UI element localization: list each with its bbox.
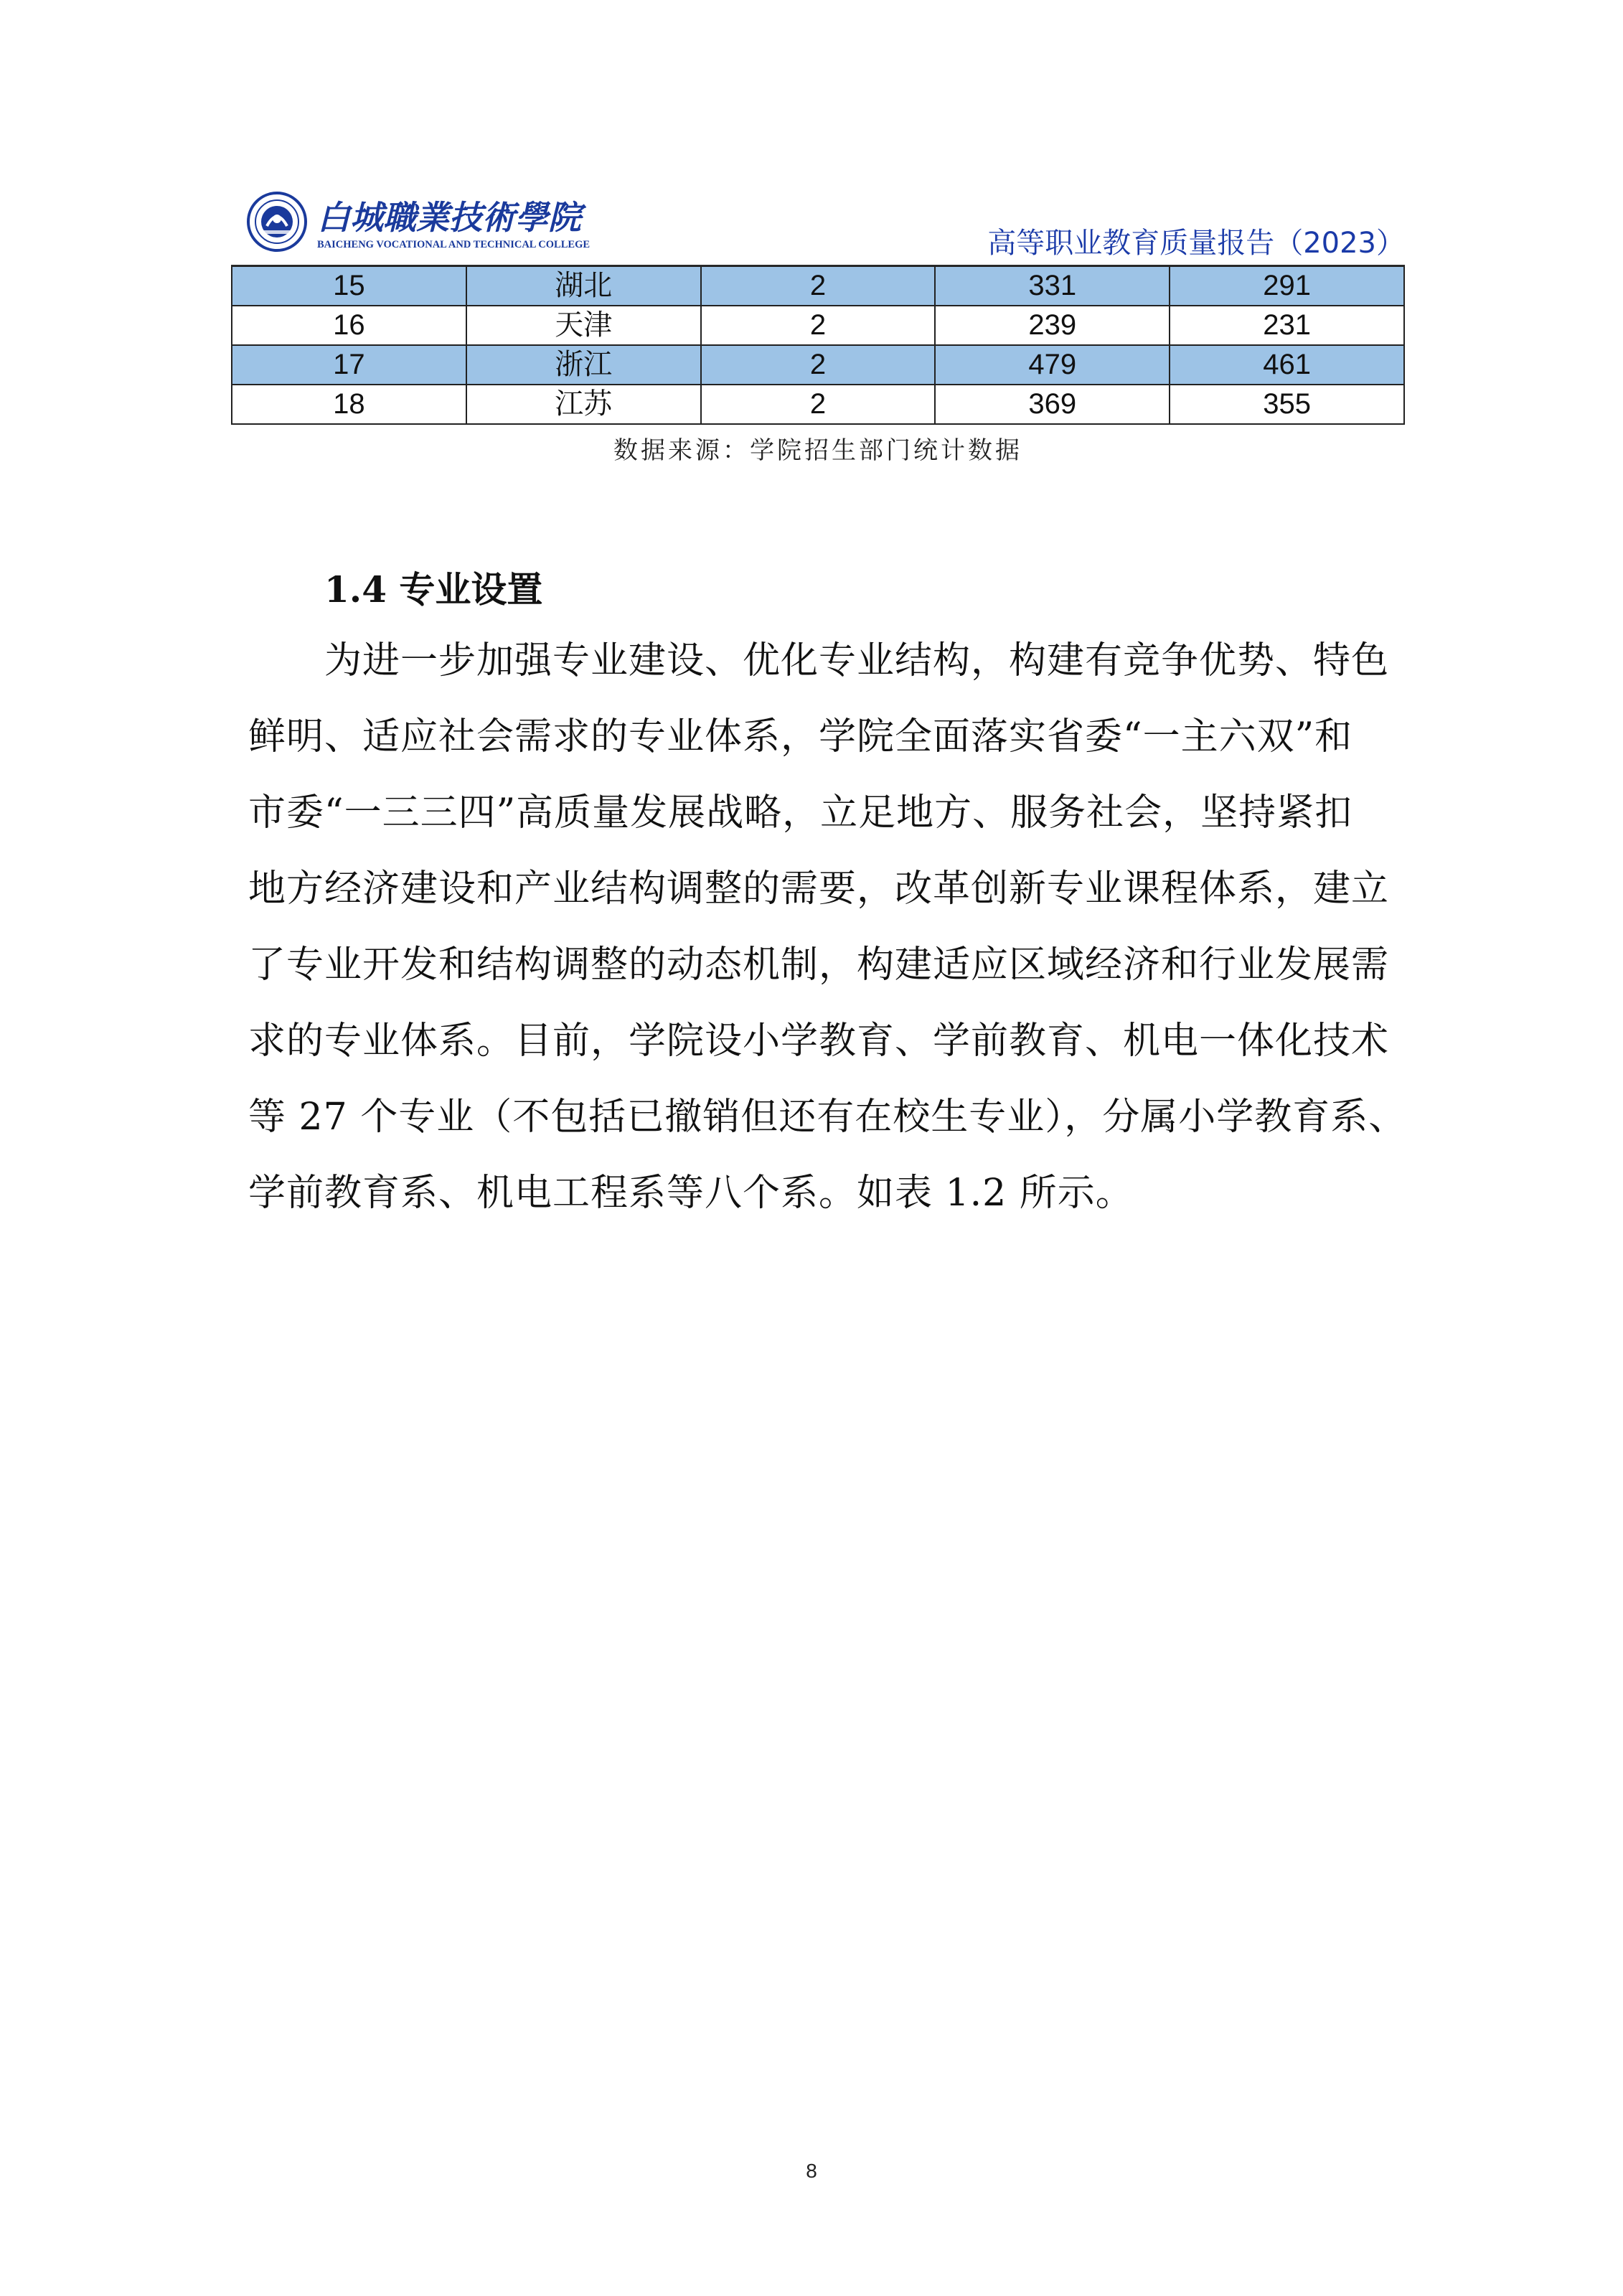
cell-value: 479: [935, 345, 1170, 385]
page-number: 8: [806, 2160, 817, 2182]
cell-number: 18: [232, 385, 466, 424]
cell-value: 291: [1170, 266, 1404, 306]
cell-value: 231: [1170, 306, 1404, 345]
table-source-note: 数据来源：学院招生部门统计数据: [613, 436, 1022, 465]
page-header: [231, 190, 1405, 265]
table-row: [232, 266, 1404, 306]
report-title: 高等职业教育质量报告（2023）: [987, 227, 1405, 260]
table-row: [232, 385, 1404, 424]
paragraph-line: 为进一步加强专业建设、优化专业结构，构建有竞争优势、特色: [324, 639, 1390, 682]
college-logo: [245, 190, 618, 255]
cell-province: 浙江: [466, 345, 701, 385]
cell-value: 355: [1170, 385, 1404, 424]
paragraph-line: 鲜明、适应社会需求的专业体系，学院全面落实省委“一主六双”和: [248, 715, 1353, 758]
cell-number: 16: [232, 306, 466, 345]
cell-value: 369: [935, 385, 1170, 424]
cell-province: 天津: [466, 306, 701, 345]
cell-count: 2: [701, 345, 936, 385]
cell-value: 461: [1170, 345, 1404, 385]
paragraph-line: 地方经济建设和产业结构调整的需要，改革创新专业课程体系，建立: [248, 867, 1390, 911]
cell-province: 湖北: [466, 266, 701, 306]
cell-count: 2: [701, 266, 936, 306]
cell-number: 15: [232, 266, 466, 306]
logo-name-en: BAICHENG VOCATIONAL AND TECHNICAL COLLEGE: [317, 239, 591, 250]
cell-value: 239: [935, 306, 1170, 345]
paragraph-line: 市委“一三三四”高质量发展战略，立足地方、服务社会，坚持紧扣: [248, 791, 1353, 834]
table-row: [232, 345, 1404, 385]
cell-count: 2: [701, 306, 936, 345]
logo-name-cn: 白城職業技術學院: [317, 198, 581, 237]
section-paragraph: [248, 623, 1407, 1231]
table-row: [232, 306, 1404, 345]
paragraph-line: 了专业开发和结构调整的动态机制，构建适应区域经济和行业发展需: [248, 944, 1390, 987]
cell-count: 2: [701, 385, 936, 424]
paragraph-line: 等 27 个专业（不包括已撤销但还有在校生专业），分属小学教育系、: [248, 1096, 1407, 1139]
cell-value: 331: [935, 266, 1170, 306]
cell-number: 17: [232, 345, 466, 385]
cell-province: 江苏: [466, 385, 701, 424]
section-heading: 1.4 专业设置: [324, 568, 543, 611]
paragraph-line: 求的专业体系。目前，学院设小学教育、学前教育、机电一体化技术: [248, 1020, 1390, 1063]
enrollment-table: [231, 265, 1405, 425]
paragraph-line: 学前教育系、机电工程系等八个系。如表 1.2 所示。: [248, 1172, 1134, 1215]
